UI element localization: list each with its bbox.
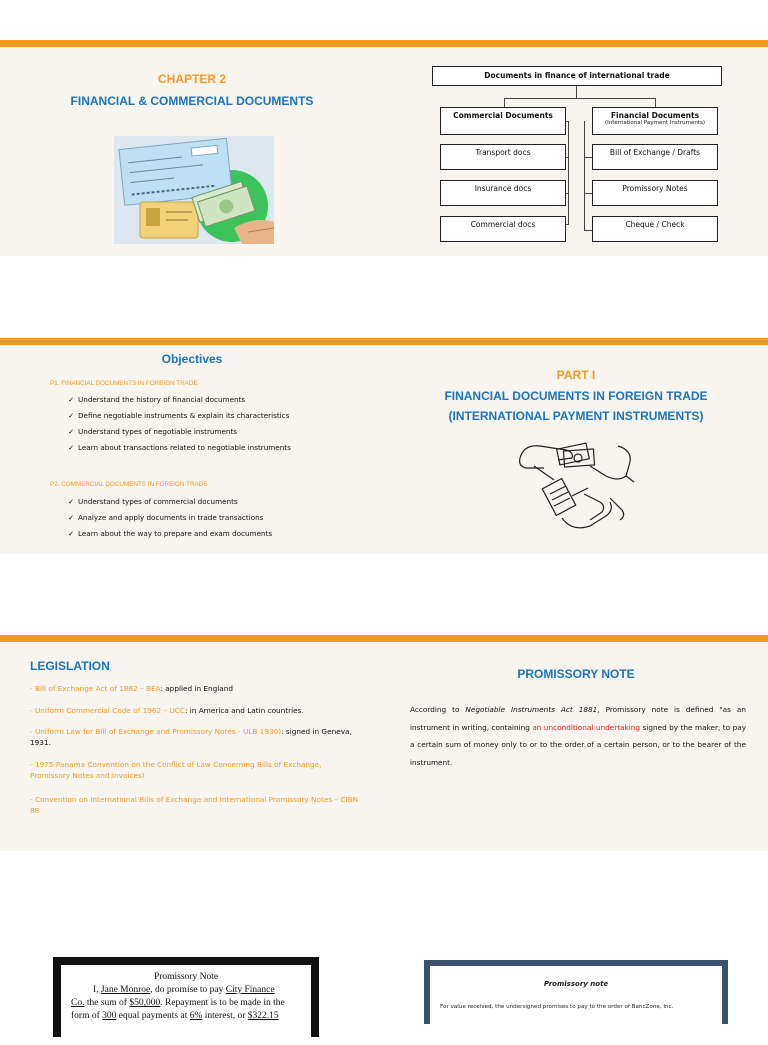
transport-docs-box: Transport docs [440, 144, 566, 170]
legislation-title: LEGISLATION [30, 659, 110, 673]
connector [566, 157, 569, 158]
list-item: ✓ Understand types of negotiable instruments [68, 424, 291, 440]
document-line: form of 300 equal payments at 6% interest, or $322.15 [71, 1011, 279, 1021]
connector [584, 121, 585, 230]
cheque-box: Cheque / Check [592, 216, 718, 242]
document-line: Co. the sum of $50,000. Repayment is to be made in the [71, 998, 285, 1008]
list-item: ✓ Analyze and apply documents in trade transactions [68, 510, 272, 526]
promissory-note-title: PROMISSORY NOTE [517, 667, 635, 681]
legislation-item: - Bill of Exchange Act of 1882 – BEA: applied in England [30, 684, 234, 693]
slide-chapter-title [0, 40, 384, 256]
cheque-money-illustration [114, 136, 274, 244]
commercial-docs-box: Commercial docs [440, 216, 566, 242]
slide-top-bar [384, 338, 768, 345]
p1-objectives-list [68, 392, 291, 456]
legislation-item: - 1975 Panama Convention on the Conflict of Law Concerning Bills of Exchange, Promissory Notes and Invoices) [30, 760, 322, 780]
slide-top-bar [384, 635, 768, 642]
connector [504, 98, 505, 107]
slide-objectives [0, 338, 384, 554]
diagram-root-box: Documents in finance of international trade [432, 66, 722, 86]
connector [566, 193, 569, 194]
insurance-docs-box: Insurance docs [440, 180, 566, 206]
check-icon: ✓ [68, 411, 75, 420]
slide-top-bar [0, 635, 384, 642]
document-line: I, Jane Monroe, do promise to pay City Finance [93, 985, 275, 995]
check-icon: ✓ [68, 395, 75, 404]
financial-documents-label: Financial Documents [610, 111, 700, 120]
list-item: ✓ Learn about transactions related to negotiable instruments [68, 440, 291, 456]
legislation-item: - Uniform Commercial Code of 1962 – UCC: in America and Latin countries. [30, 706, 304, 715]
connector [566, 121, 569, 122]
hands-exchange-illustration [514, 436, 638, 536]
document-text: For value received, the undersigned promises to pay to the order of BancZone, Inc. [440, 1004, 674, 1010]
document-title: Promissory note [543, 980, 609, 988]
objectives-title: Objectives [161, 352, 223, 366]
list-item: ✓ Define negotiable instruments & explain its characteristics [68, 408, 291, 424]
legislation-item: - Convention on International Bills of Exchange and International Promissory Notes – CIBN 88 [30, 795, 359, 815]
connector [566, 224, 569, 225]
financial-documents-box [592, 107, 718, 135]
connector [584, 157, 592, 158]
promissory-notes-box: Promissory Notes [592, 180, 718, 206]
document-title: Promissory Note [153, 972, 219, 982]
slide-promissory-note [384, 635, 768, 851]
promissory-note-document-right [430, 966, 722, 1026]
slide-part-one [384, 338, 768, 554]
connector [504, 98, 656, 99]
slide-documents-diagram [384, 40, 768, 256]
bill-of-exchange-box: Bill of Exchange / Drafts [592, 144, 718, 170]
chapter-title: FINANCIAL & COMMERCIAL DOCUMENTS [70, 94, 314, 108]
chapter-label: CHAPTER 2 [157, 72, 226, 86]
connector [584, 230, 592, 231]
p2-heading: P2. COMMERCIAL DOCUMENTS IN FOREIGN TRADE [50, 481, 208, 488]
connector [576, 86, 577, 98]
part-label: PART I [556, 368, 596, 382]
p2-objectives-list [68, 494, 272, 542]
p1-heading: P1. FINANCIAL DOCUMENTS IN FOREIGN TRADE [50, 380, 198, 387]
promissory-note-image-frame [53, 957, 319, 1037]
check-icon: ✓ [68, 529, 75, 538]
financial-documents-sub: (International Payment Instruments) [604, 120, 706, 126]
slide-legislation [0, 635, 384, 851]
part-title-line2: (INTERNATIONAL PAYMENT INSTRUMENTS) [448, 409, 704, 423]
slide-top-bar [0, 338, 384, 345]
check-icon: ✓ [68, 497, 75, 506]
list-item: ✓ Understand the history of financial documents [68, 392, 291, 408]
check-icon: ✓ [68, 443, 75, 452]
list-item: ✓ Understand types of commercial documents [68, 494, 272, 510]
list-item: ✓ Learn about the way to prepare and exam documents [68, 526, 272, 542]
check-icon: ✓ [68, 513, 75, 522]
promissory-note-image-frame-right [424, 960, 728, 1024]
connector [655, 98, 656, 107]
check-icon: ✓ [68, 427, 75, 436]
part-title-line1: FINANCIAL DOCUMENTS IN FOREIGN TRADE [444, 389, 708, 403]
commercial-documents-box: Commercial Documents [440, 107, 566, 135]
slide-top-bar [384, 40, 768, 47]
connector [568, 121, 569, 224]
connector [584, 193, 592, 194]
slide-top-bar [0, 40, 384, 47]
legislation-item: - Uniform Law for Bill of Exchange and Promissory Notes - ULB 1930): signed in Geneva, 1931. [30, 727, 352, 747]
promissory-note-definition: According to Negotiable Instruments Act 1881, Promissory note is defined "as an instrument in writing, containing an unconditional undertaking signed by the maker, to pay a certain sum of money only to or to the order of a certain person, or to the bearer of the instrument. [410, 705, 747, 767]
promissory-note-document [61, 965, 311, 1045]
